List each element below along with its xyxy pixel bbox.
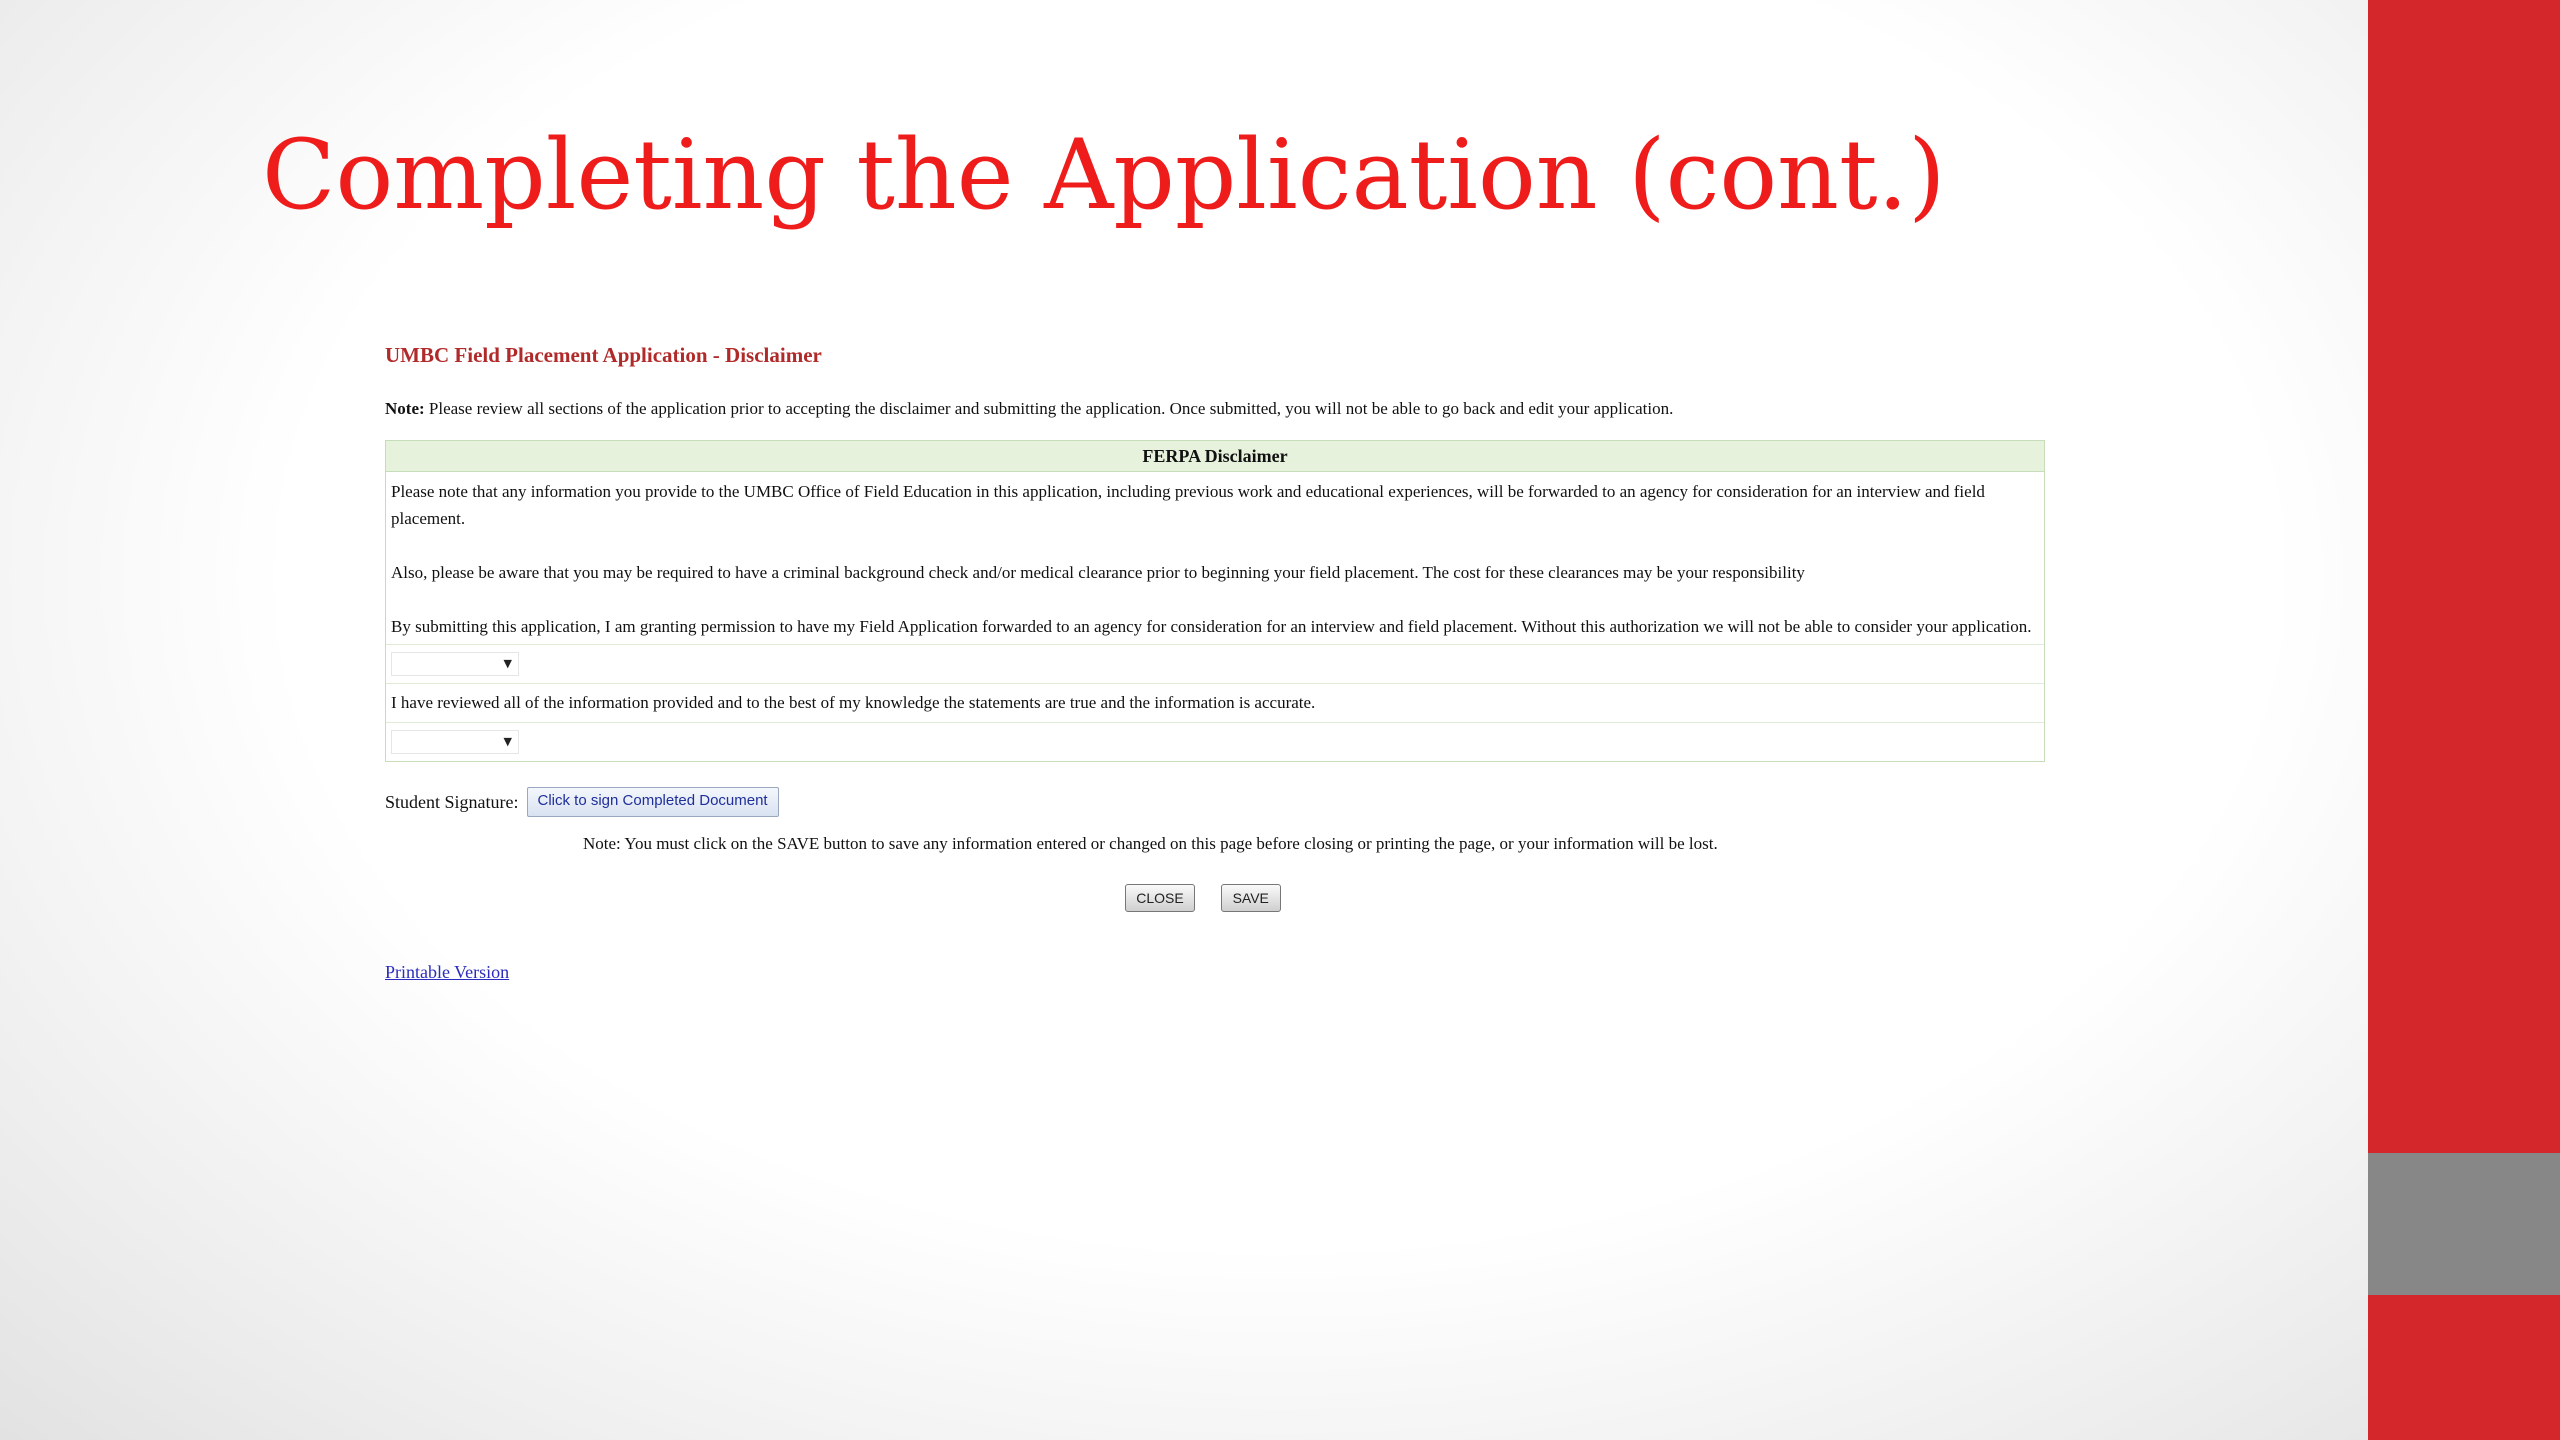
form-title: UMBC Field Placement Application - Disclaimer <box>385 343 822 367</box>
chevron-down-icon: ▼ <box>503 735 512 748</box>
sign-document-button[interactable]: Click to sign Completed Document <box>527 787 779 817</box>
disclaimer-paragraph-1: Please note that any information you provide to the UMBC Office of Field Education in this application, including previous work and educational experiences, will be forwarded to an agency for consideration for an interview and field placement. <box>391 482 1985 528</box>
printable-version-link[interactable]: Printable Version <box>385 962 510 982</box>
slide-title: Completing the Application (cont.) <box>262 119 1946 231</box>
save-note: Note: You must click on the SAVE button to save any information entered or changed on this page before closing or printing the page, or your information will be lost. <box>583 834 1718 853</box>
note-label: Note: <box>385 399 425 418</box>
action-buttons <box>385 884 2045 914</box>
right-accent-bar <box>2368 0 2560 1440</box>
permission-select-row <box>386 645 2044 684</box>
accent-gray-block <box>2368 1153 2560 1295</box>
disclaimer-header: FERPA Disclaimer <box>386 441 2044 472</box>
signature-row <box>385 786 2045 818</box>
permission-select[interactable] <box>391 652 519 676</box>
signature-label: Student Signature: <box>385 791 519 812</box>
certify-select[interactable] <box>391 730 519 754</box>
application-screenshot <box>385 330 2045 983</box>
disclaimer-paragraph-2: Also, please be aware that you may be required to have a criminal background check and/or medical clearance prior to beginning your field placement. The cost for these clearances may be your responsibility <box>391 563 1805 582</box>
note-text: Please review all sections of the application prior to accepting the disclaimer and submitting the application. Once submitted, you will not be able to go back and edit your application. <box>428 399 1674 418</box>
disclaimer-paragraph-3: By submitting this application, I am granting permission to have my Field Application forwarded to an agency for consideration for an interview and field placement. Without this authorization we will not be able to consider your application. <box>391 617 2032 636</box>
disclaimer-body <box>386 472 2044 645</box>
save-button[interactable]: SAVE <box>1221 884 1281 912</box>
chevron-down-icon: ▼ <box>503 657 512 670</box>
certify-select-row <box>386 723 2044 761</box>
review-note <box>385 399 2045 423</box>
ferpa-disclaimer-box <box>385 440 2045 762</box>
close-button[interactable]: CLOSE <box>1125 884 1194 912</box>
certify-statement: I have reviewed all of the information provided and to the best of my knowledge the statements are true and the information is accurate. <box>386 684 2044 723</box>
